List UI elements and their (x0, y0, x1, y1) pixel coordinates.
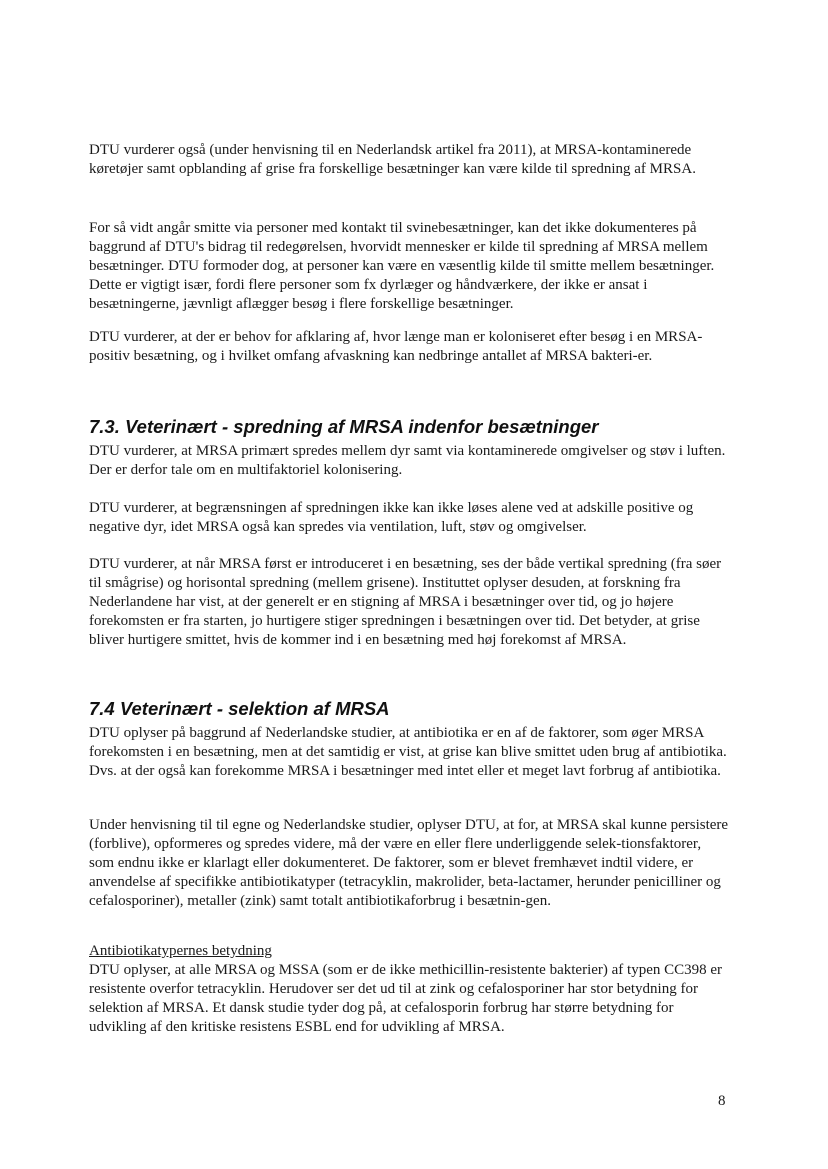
paragraph-spread-animals: DTU vurderer, at MRSA primært spredes mellem dyr samt via kontaminerede omgivelser og støv i luften. Der er derfor tale om en multifaktoriel kolonisering. (89, 443, 726, 478)
paragraph-selection-factors: Under henvisning til til egne og Nederlandske studier, oplyser DTU, at for, at MRSA skal kunne persistere (forblive), opformeres og spredes videre, må der være en eller flere underliggende selek-tionsfaktorer, som endnu ikke er klarlagt eller dokumenteret. De faktorer, som er blevet fremhævet indtil videre, er anvendelse af specifikke antibiotikatyper (tetracyklin, makrolider, beta-lactamer, herunder penicilliner og cefalosporiner), metaller (zink) samt totalt antibiotikaforbrug i besætnin-gen. (89, 817, 729, 909)
paragraph-limitation: DTU vurderer, at begrænsningen af spredningen ikke kan ikke løses alene ved at adskille positive og negative dyr, idet MRSA også kan spredes via ventilation, luft, støv og omgivelser. (89, 500, 694, 535)
paragraph-persons: For så vidt angår smitte via personer med kontakt til svinebesætninger, kan det ikke dokumenteres på baggrund af DTU's bidrag til redegørelsen, hvorvidt mennesker er kilde til spredning af MRSA mellem besætninger. DTU formoder dog, at personer kan være en væsentlig kilde til smitte mellem besætninger. Dette er vigtigt især, fordi flere personer som fx dyrlæger og håndværkere, der ikke er ansat i besætningerne, jævnligt aflægger besøg i flere forskellige besætninger. (89, 220, 715, 312)
page-number: 8 (718, 1093, 726, 1109)
section-heading-7-3: 7.3. Veterinært - spredning af MRSA indenfor besætninger (89, 416, 599, 437)
paragraph-antibiotics: DTU oplyser på baggrund af Nederlandske studier, at antibiotika er en af de faktorer, som øger MRSA forekomsten i en besætning, men at det samtidig er vist, at grise kan blive smittet uden brug af antibiotika. Dvs. at der også kan forekomme MRSA i besætninger med intet eller et meget lavt forbrug af antibiotika. (89, 725, 727, 779)
paragraph-vertical-horizontal: DTU vurderer, at når MRSA først er introduceret i en besætning, ses der både vertikal spredning (fra søer til smågrise) og horisontal spredning (mellem grisene). Instituttet oplyser desuden, at forskning fra Nederlandene har vist, at der generelt er en stigning af MRSA i besætninger over tid, og jo højere forekomsten er fra starten, jo hurtigere stiger spredningen i besætningen over tid. Det betyder, at grise bliver hurtigere smittet, hvis de kommer ind i en besætning med høj forekomst af MRSA. (89, 556, 722, 648)
paragraph-cc398: DTU oplyser, at alle MRSA og MSSA (som er de ikke methicillin-resistente bakterier) af typen CC398 er resistente overfor tetracyklin. Herudover ser det ud til at zink og cefalosporiner har stor betydning for selektion af MRSA. Et dansk studie tyder dog på, at cefalosporin forbrug har større betydning for udvikling af den kritiske resistens ESBL end for udvikling af MRSA. (89, 962, 723, 1035)
section-heading-7-4: 7.4 Veterinært - selektion af MRSA (89, 698, 390, 719)
paragraph-vehicles: DTU vurderer også (under henvisning til en Nederlandsk artikel fra 2011), at MRSA-kontaminerede køretøjer samt opblanding af grise fra forskellige besætninger kan være kilde til spredning af MRSA. (89, 142, 696, 177)
paragraph-colonisation: DTU vurderer, at der er behov for afklaring af, hvor længe man er koloniseret efter besøg i en MRSA-positiv besætning, og i hvilket omfang afvaskning kan nedbringe antallet af MRSA bakteri-er. (89, 329, 703, 364)
subheading-antibiotic-types: Antibiotikatypernes betydning (89, 943, 272, 959)
